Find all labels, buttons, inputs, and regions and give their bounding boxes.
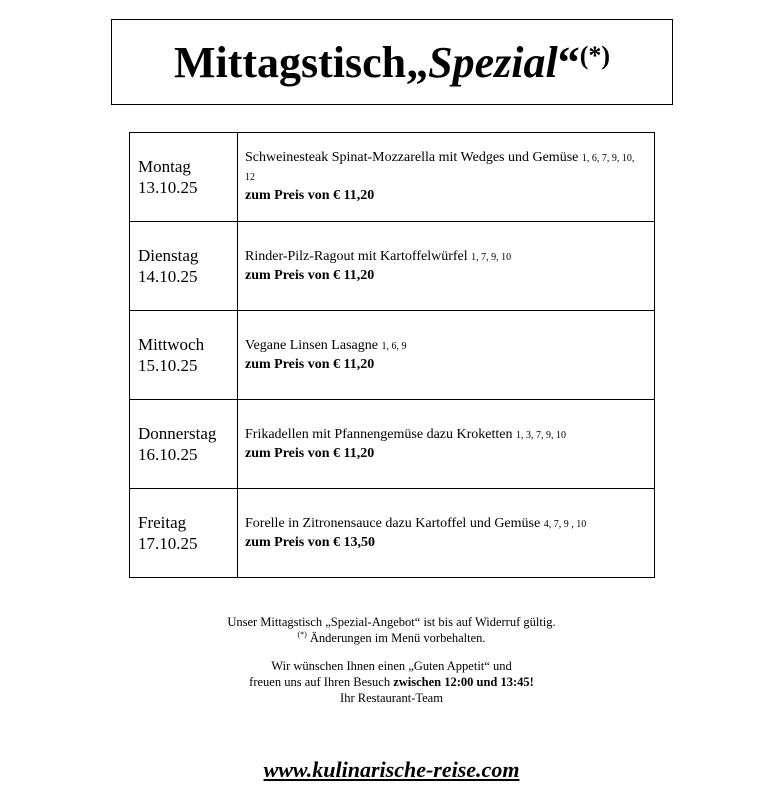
day-cell bbox=[130, 311, 238, 400]
validity-note: Unser Mittagstisch „Spezial-Angebot“ ist bis auf Widerruf gültig. bbox=[227, 615, 556, 629]
table-row bbox=[130, 489, 655, 578]
signature: Ihr Restaurant-Team bbox=[340, 691, 443, 705]
day-cell bbox=[130, 133, 238, 222]
title-quote-open: „ bbox=[406, 37, 429, 87]
title-quote-close: “ bbox=[557, 37, 580, 87]
day-name: Freitag bbox=[138, 513, 187, 532]
day-name: Montag bbox=[138, 157, 191, 176]
day-date: 17.10.25 bbox=[138, 534, 198, 553]
dish-name: Rinder-Pilz-Ragout mit Kartoffelwürfel bbox=[245, 248, 468, 264]
day-date: 14.10.25 bbox=[138, 267, 198, 286]
weekly-menu-table bbox=[129, 132, 655, 578]
change-note bbox=[0, 630, 783, 646]
allergen-codes: 1, 6, 7, 9, 10, 12 bbox=[245, 153, 635, 183]
title-main: Mittagstisch bbox=[173, 37, 407, 87]
allergen-codes: 1, 6, 9 bbox=[381, 340, 407, 352]
title-special: Spezial bbox=[428, 37, 558, 87]
title-box: Mittagstisch „ Spezial “ (*) bbox=[111, 19, 673, 105]
opening-hours: zwischen 12:00 und 13:45! bbox=[393, 675, 534, 689]
footer-notes bbox=[0, 614, 783, 646]
website-link[interactable]: www.kulinarische-reise.com bbox=[263, 757, 520, 782]
allergen-codes: 1, 7, 9, 10 bbox=[471, 251, 512, 263]
allergen-codes: 1, 3, 7, 9, 10 bbox=[515, 429, 566, 441]
dish-cell bbox=[238, 311, 655, 400]
opening-hours-pre: freuen uns auf Ihren Besuch bbox=[249, 675, 394, 689]
dish-price: zum Preis von € 11,20 bbox=[245, 267, 375, 283]
dish-cell bbox=[238, 133, 655, 222]
opening-hours-line bbox=[0, 674, 783, 690]
day-date: 13.10.25 bbox=[138, 178, 198, 197]
change-note-text: Änderungen im Menü vorbehalten. bbox=[306, 631, 486, 645]
day-cell bbox=[130, 489, 238, 578]
greeting-line: Wir wünschen Ihnen einen „Guten Appetit“ und bbox=[271, 659, 512, 673]
dish-name: Frikadellen mit Pfannengemüse dazu Kroketten bbox=[245, 426, 513, 442]
day-date: 15.10.25 bbox=[138, 356, 198, 375]
dish-cell bbox=[238, 489, 655, 578]
table-row bbox=[130, 400, 655, 489]
dish-name: Schweinesteak Spinat-Mozzarella mit Wedges und Gemüse bbox=[245, 150, 579, 165]
greeting bbox=[0, 658, 783, 706]
table-row bbox=[130, 222, 655, 311]
dish-price: zum Preis von € 13,50 bbox=[245, 534, 376, 550]
allergen-codes: 4, 7, 9 , 10 bbox=[543, 518, 587, 530]
table-row bbox=[130, 133, 655, 222]
dish-price: zum Preis von € 11,20 bbox=[245, 188, 375, 203]
day-name: Mittwoch bbox=[138, 335, 205, 354]
dish-name: Forelle in Zitronensauce dazu Kartoffel und Gemüse bbox=[245, 515, 541, 531]
dish-cell bbox=[238, 222, 655, 311]
dish-price: zum Preis von € 11,20 bbox=[245, 356, 375, 372]
day-name: Donnerstag bbox=[138, 424, 217, 443]
table-row bbox=[130, 311, 655, 400]
footnote-mark: (*) bbox=[297, 629, 307, 639]
day-name: Dienstag bbox=[138, 246, 199, 265]
day-cell bbox=[130, 400, 238, 489]
day-cell bbox=[130, 222, 238, 311]
dish-price: zum Preis von € 11,20 bbox=[245, 445, 375, 461]
dish-cell bbox=[238, 400, 655, 489]
day-date: 16.10.25 bbox=[138, 445, 198, 464]
dish-name: Vegane Linsen Lasagne bbox=[245, 337, 378, 353]
